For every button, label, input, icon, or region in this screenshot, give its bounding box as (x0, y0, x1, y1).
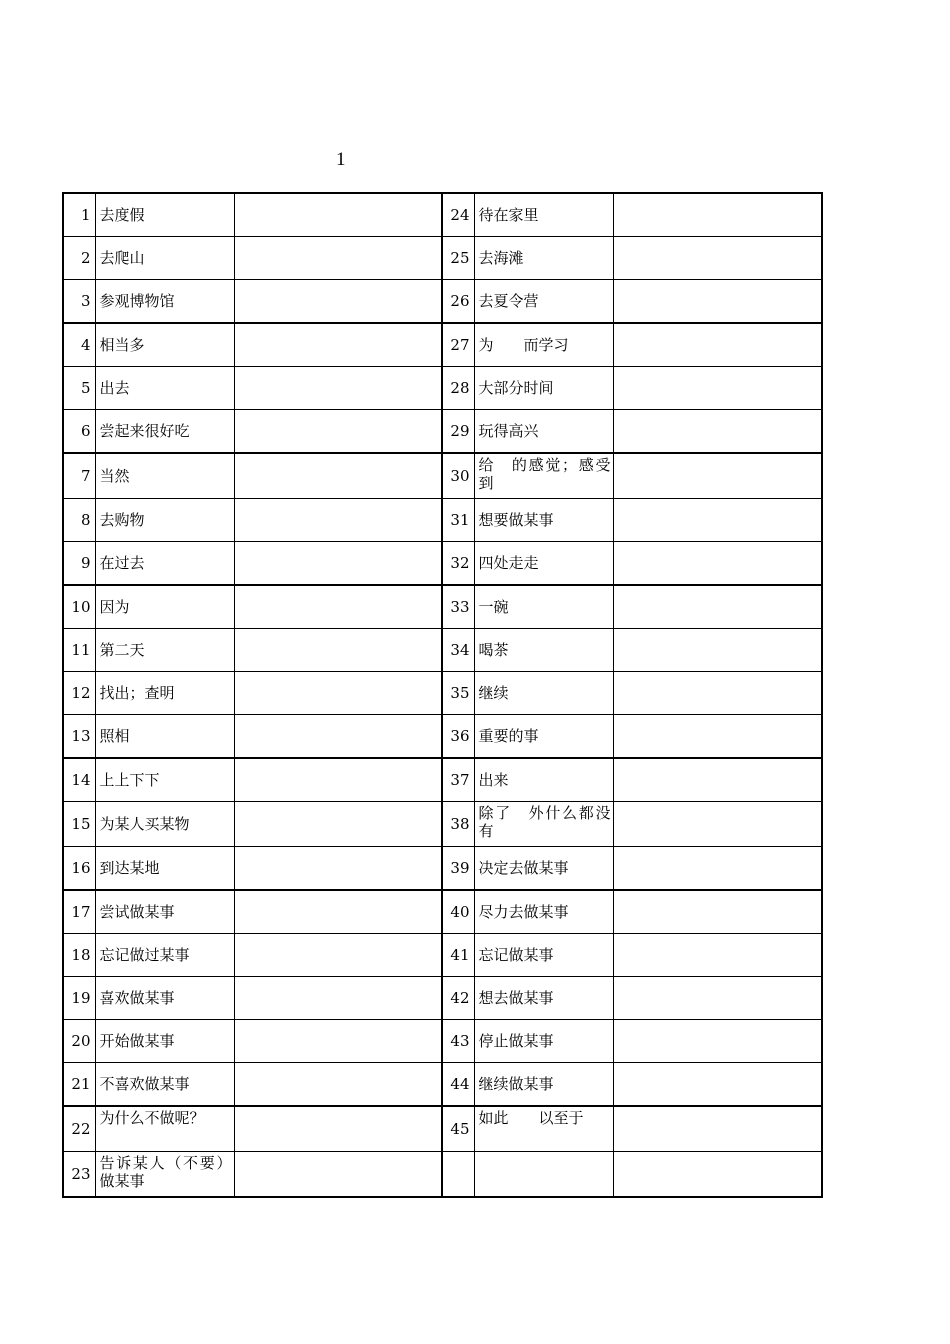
answer-cell[interactable] (234, 280, 442, 324)
answer-cell[interactable] (613, 193, 822, 237)
answer-cell[interactable] (613, 672, 822, 715)
answer-cell[interactable] (613, 585, 822, 629)
answer-cell[interactable] (234, 890, 442, 934)
phrase-cell: 上上下下 (95, 758, 234, 802)
page-number: 1 (336, 149, 346, 170)
table-row (63, 1020, 822, 1063)
answer-cell[interactable] (613, 847, 822, 891)
answer-cell[interactable] (234, 1152, 442, 1198)
phrase-cell: 决定去做某事 (474, 847, 613, 891)
item-number: 31 (442, 499, 474, 542)
item-number: 43 (442, 1020, 474, 1063)
item-number: 12 (63, 672, 95, 715)
answer-cell[interactable] (234, 367, 442, 410)
table-row (63, 193, 822, 237)
item-number: 35 (442, 672, 474, 715)
table-row (63, 1152, 822, 1198)
phrase-cell: 去夏令营 (474, 280, 613, 324)
phrase-cell: 为什么不做呢？ (95, 1106, 234, 1152)
answer-cell[interactable] (613, 323, 822, 367)
item-number: 21 (63, 1063, 95, 1107)
item-number: 37 (442, 758, 474, 802)
phrase-cell: 照相 (95, 715, 234, 759)
phrase-cell: 一碗 (474, 585, 613, 629)
answer-cell[interactable] (234, 585, 442, 629)
item-number: 45 (442, 1106, 474, 1152)
phrase-cell: 到达某地 (95, 847, 234, 891)
item-number: 28 (442, 367, 474, 410)
phrase-cell: 玩得高兴 (474, 410, 613, 454)
answer-cell[interactable] (234, 934, 442, 977)
answer-cell[interactable] (613, 1152, 822, 1198)
table-row (63, 237, 822, 280)
phrase-cell: 尝试做某事 (95, 890, 234, 934)
phrase-cell: 去爬山 (95, 237, 234, 280)
answer-cell[interactable] (234, 977, 442, 1020)
item-number: 34 (442, 629, 474, 672)
answer-cell[interactable] (234, 542, 442, 586)
item-number: 32 (442, 542, 474, 586)
answer-cell[interactable] (234, 1106, 442, 1152)
item-number: 3 (63, 280, 95, 324)
table-row (63, 977, 822, 1020)
answer-cell[interactable] (613, 629, 822, 672)
item-number: 19 (63, 977, 95, 1020)
table-row (63, 323, 822, 367)
table-row (63, 499, 822, 542)
item-number: 14 (63, 758, 95, 802)
phrase-cell: 喜欢做某事 (95, 977, 234, 1020)
phrase-cell: 忘记做过某事 (95, 934, 234, 977)
item-number: 6 (63, 410, 95, 454)
answer-cell[interactable] (613, 280, 822, 324)
item-number: 33 (442, 585, 474, 629)
phrase-cell: 尝起来很好吃 (95, 410, 234, 454)
item-number: 30 (442, 453, 474, 499)
answer-cell[interactable] (234, 1020, 442, 1063)
item-number: 18 (63, 934, 95, 977)
answer-cell[interactable] (613, 1063, 822, 1107)
item-number: 39 (442, 847, 474, 891)
phrase-cell (474, 1152, 613, 1198)
answer-cell[interactable] (234, 758, 442, 802)
answer-cell[interactable] (234, 629, 442, 672)
answer-cell[interactable] (613, 410, 822, 454)
table-row (63, 367, 822, 410)
item-number: 26 (442, 280, 474, 324)
answer-cell[interactable] (613, 977, 822, 1020)
phrase-cell: 出去 (95, 367, 234, 410)
item-number: 7 (63, 453, 95, 499)
phrase-cell: 给 的感觉；感受到 (474, 453, 613, 499)
item-number: 20 (63, 1020, 95, 1063)
answer-cell[interactable] (613, 890, 822, 934)
phrase-cell: 开始做某事 (95, 1020, 234, 1063)
phrase-cell: 忘记做某事 (474, 934, 613, 977)
answer-cell[interactable] (613, 367, 822, 410)
answer-cell[interactable] (234, 1063, 442, 1107)
item-number: 13 (63, 715, 95, 759)
item-number: 23 (63, 1152, 95, 1198)
item-number: 25 (442, 237, 474, 280)
vocabulary-table-body (63, 193, 822, 1197)
table-row (63, 280, 822, 324)
phrase-cell: 为 而学习 (474, 323, 613, 367)
phrase-cell: 找出；查明 (95, 672, 234, 715)
item-number: 42 (442, 977, 474, 1020)
answer-cell[interactable] (234, 672, 442, 715)
item-number: 44 (442, 1063, 474, 1107)
phrase-cell: 当然 (95, 453, 234, 499)
phrase-cell: 去度假 (95, 193, 234, 237)
table-row (63, 847, 822, 891)
phrase-cell: 喝茶 (474, 629, 613, 672)
phrase-cell: 告诉某人（不要）做某事 (95, 1152, 234, 1198)
item-number: 17 (63, 890, 95, 934)
phrase-cell: 不喜欢做某事 (95, 1063, 234, 1107)
item-number: 41 (442, 934, 474, 977)
phrase-cell: 相当多 (95, 323, 234, 367)
answer-cell[interactable] (613, 758, 822, 802)
phrase-cell: 大部分时间 (474, 367, 613, 410)
item-number (442, 1152, 474, 1198)
phrase-cell: 想去做某事 (474, 977, 613, 1020)
item-number: 10 (63, 585, 95, 629)
answer-cell[interactable] (234, 453, 442, 499)
item-number: 5 (63, 367, 95, 410)
table-row (63, 890, 822, 934)
item-number: 36 (442, 715, 474, 759)
phrase-cell: 出来 (474, 758, 613, 802)
phrase-cell: 重要的事 (474, 715, 613, 759)
phrase-cell: 去购物 (95, 499, 234, 542)
phrase-cell: 去海滩 (474, 237, 613, 280)
table-row (63, 585, 822, 629)
table-row (63, 1106, 822, 1152)
phrase-cell: 除了 外什么都没有 (474, 802, 613, 847)
phrase-cell: 因为 (95, 585, 234, 629)
phrase-cell: 继续 (474, 672, 613, 715)
item-number: 38 (442, 802, 474, 847)
answer-cell[interactable] (613, 715, 822, 759)
item-number: 24 (442, 193, 474, 237)
phrase-cell: 待在家里 (474, 193, 613, 237)
item-number: 9 (63, 542, 95, 586)
phrase-cell: 如此 以至于 (474, 1106, 613, 1152)
answer-cell[interactable] (613, 453, 822, 499)
item-number: 1 (63, 193, 95, 237)
item-number: 27 (442, 323, 474, 367)
answer-cell[interactable] (613, 1106, 822, 1152)
phrase-cell: 停止做某事 (474, 1020, 613, 1063)
table-row (63, 934, 822, 977)
answer-cell[interactable] (234, 499, 442, 542)
table-row (63, 453, 822, 499)
phrase-cell: 第二天 (95, 629, 234, 672)
table-row (63, 542, 822, 586)
phrase-cell: 为某人买某物 (95, 802, 234, 847)
table-row (63, 758, 822, 802)
table-row (63, 410, 822, 454)
item-number: 8 (63, 499, 95, 542)
answer-cell[interactable] (234, 323, 442, 367)
item-number: 2 (63, 237, 95, 280)
phrase-cell: 四处走走 (474, 542, 613, 586)
answer-cell[interactable] (234, 237, 442, 280)
answer-cell[interactable] (613, 237, 822, 280)
item-number: 22 (63, 1106, 95, 1152)
phrase-cell: 参观博物馆 (95, 280, 234, 324)
item-number: 11 (63, 629, 95, 672)
answer-cell[interactable] (613, 1020, 822, 1063)
answer-cell[interactable] (613, 542, 822, 586)
phrase-cell: 在过去 (95, 542, 234, 586)
answer-cell[interactable] (613, 499, 822, 542)
item-number: 40 (442, 890, 474, 934)
vocabulary-table (62, 192, 823, 1198)
item-number: 16 (63, 847, 95, 891)
phrase-cell: 尽力去做某事 (474, 890, 613, 934)
answer-cell[interactable] (234, 847, 442, 891)
table-row (63, 715, 822, 759)
table-row (63, 629, 822, 672)
answer-cell[interactable] (234, 193, 442, 237)
answer-cell[interactable] (234, 715, 442, 759)
item-number: 15 (63, 802, 95, 847)
answer-cell[interactable] (613, 802, 822, 847)
table-row (63, 802, 822, 847)
table-row (63, 672, 822, 715)
answer-cell[interactable] (613, 934, 822, 977)
answer-cell[interactable] (234, 410, 442, 454)
item-number: 4 (63, 323, 95, 367)
item-number: 29 (442, 410, 474, 454)
phrase-cell: 继续做某事 (474, 1063, 613, 1107)
phrase-cell: 想要做某事 (474, 499, 613, 542)
answer-cell[interactable] (234, 802, 442, 847)
table-row (63, 1063, 822, 1107)
